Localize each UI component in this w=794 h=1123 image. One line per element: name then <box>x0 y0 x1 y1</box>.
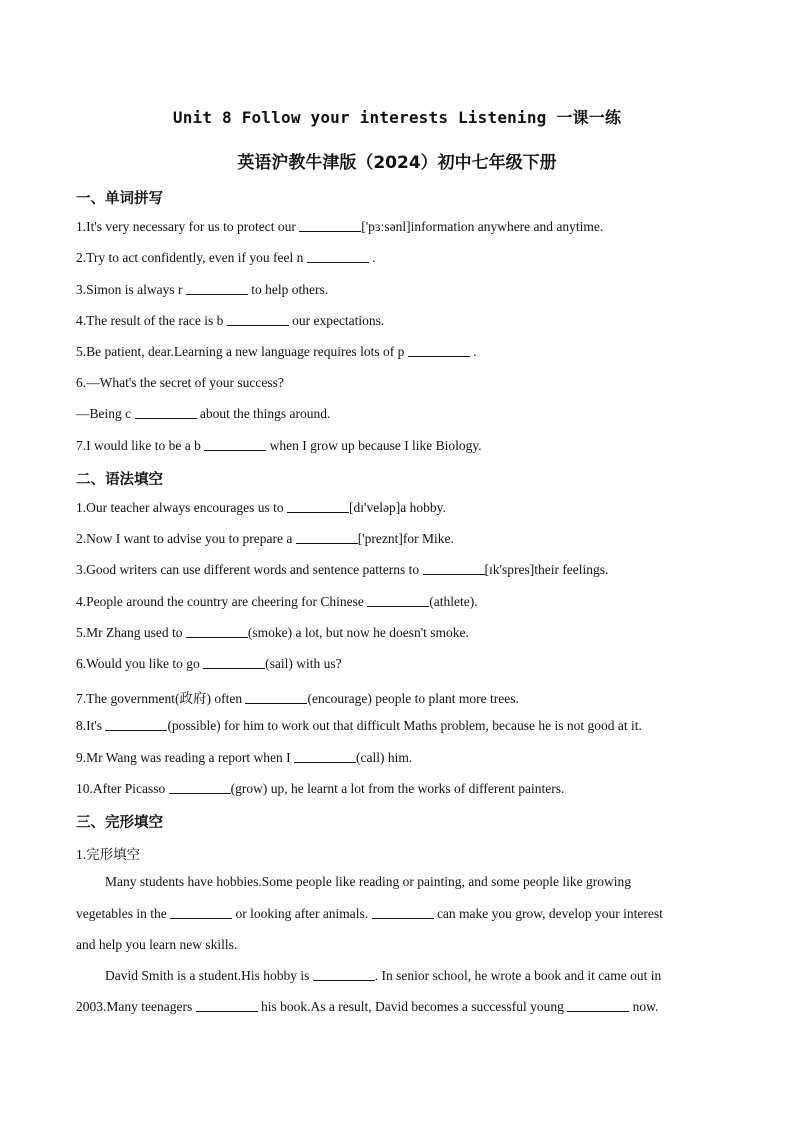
passage-line <box>105 968 661 984</box>
answer-blank[interactable] <box>567 999 629 1012</box>
question-text: —Being c <box>76 406 135 421</box>
question-text: 8.It's <box>76 718 106 733</box>
question-line <box>76 438 482 454</box>
question-text: (athlete). <box>429 594 478 609</box>
question-line <box>76 250 375 266</box>
question-line <box>76 313 384 329</box>
question-line <box>76 718 642 734</box>
question-text: (grow) up, he learnt a lot from the works of different painters. <box>230 781 565 796</box>
question-text: when I grow up because I like Biology. <box>266 438 482 453</box>
question-line <box>76 687 519 707</box>
question-text: 1.It's very necessary for us to protect our <box>76 219 300 234</box>
answer-blank[interactable] <box>196 999 258 1012</box>
question-text: 10.After Picasso <box>76 781 169 796</box>
answer-blank[interactable] <box>367 594 429 607</box>
question-text: (encourage) people to plant more trees. <box>307 691 519 706</box>
page-title: Unit 8 Follow your interests Listening 一课一练 <box>172 108 622 127</box>
answer-blank[interactable] <box>186 625 248 638</box>
question-text: ['pɜːsənl]information anywhere and anytime. <box>361 219 604 234</box>
passage-text: David Smith is a student.His hobby is <box>105 968 313 983</box>
section-heading-grammar: 二、语法填空 <box>76 472 163 488</box>
question-line <box>76 562 608 578</box>
question-line <box>76 500 446 516</box>
section-heading-cloze: 三、完形填空 <box>76 815 163 831</box>
passage-line <box>76 999 658 1015</box>
question-text: (smoke) a lot, but now he doesn't smoke. <box>247 625 469 640</box>
answer-blank[interactable] <box>294 750 356 763</box>
question-line <box>76 594 478 610</box>
question-text: 3.Simon is always r <box>76 282 186 297</box>
answer-blank[interactable] <box>313 968 375 981</box>
passage-line <box>76 906 663 922</box>
question-text: 2.Try to act confidently, even if you feel n <box>76 250 307 265</box>
answer-blank[interactable] <box>307 250 369 263</box>
question-line <box>76 656 342 672</box>
question-text: 7.The government(政府) often <box>76 691 246 706</box>
question-line <box>76 375 284 391</box>
passage-text: now. <box>629 999 659 1014</box>
answer-blank[interactable] <box>227 313 289 326</box>
question-text: our expectations. <box>288 313 385 328</box>
answer-blank[interactable] <box>372 906 434 919</box>
answer-blank[interactable] <box>204 438 266 451</box>
passage-text: . In senior school, he wrote a book and it came out in <box>374 968 662 983</box>
passage-text: Many students have hobbies.Some people like reading or painting, and some people like growing <box>105 874 632 889</box>
question-text: to help others. <box>247 282 329 297</box>
question-line <box>76 219 603 235</box>
question-text: . <box>469 344 477 359</box>
question-text: 5.Mr Zhang used to <box>76 625 186 640</box>
answer-blank[interactable] <box>169 781 231 794</box>
question-text: 5.Be patient, dear.Learning a new language requires lots of p <box>76 344 408 359</box>
answer-blank[interactable] <box>245 691 307 704</box>
question-line <box>76 406 330 422</box>
answer-blank[interactable] <box>203 656 265 669</box>
cloze-subtitle: 1.完形填空 <box>76 847 141 862</box>
passage-text: and help you learn new skills. <box>76 937 238 952</box>
passage-text: 2003.Many teenagers <box>76 999 196 1014</box>
question-text: 4.The result of the race is b <box>76 313 227 328</box>
page-subtitle: 英语沪教牛津版（2024）初中七年级下册 <box>237 153 557 173</box>
passage-text: can make you grow, develop your interest <box>433 906 663 921</box>
question-line <box>76 344 477 360</box>
question-text: 4.People around the country are cheering for Chinese <box>76 594 368 609</box>
question-text: 7.I would like to be a b <box>76 438 205 453</box>
question-text: [ɪk'spres]their feelings. <box>484 562 609 577</box>
answer-blank[interactable] <box>170 906 232 919</box>
question-text: (call) him. <box>355 750 413 765</box>
question-text: 1.Our teacher always encourages us to <box>76 500 288 515</box>
question-text: 6.Would you like to go <box>76 656 204 671</box>
question-text: . <box>368 250 376 265</box>
answer-blank[interactable] <box>287 500 349 513</box>
passage-text: or looking after animals. <box>232 906 372 921</box>
section-heading-spelling: 一、单词拼写 <box>76 191 163 207</box>
passage-text: his book.As a result, David becomes a successful young <box>257 999 568 1014</box>
question-text: 2.Now I want to advise you to prepare a <box>76 531 296 546</box>
question-line <box>76 781 564 797</box>
question-line <box>76 282 328 298</box>
passage-text: vegetables in the <box>76 906 171 921</box>
answer-blank[interactable] <box>105 718 167 731</box>
answer-blank[interactable] <box>408 344 470 357</box>
answer-blank[interactable] <box>423 562 485 575</box>
question-line <box>76 531 454 547</box>
answer-blank[interactable] <box>299 219 361 232</box>
answer-blank[interactable] <box>135 406 197 419</box>
question-text: (sail) with us? <box>265 656 342 671</box>
question-text: (possible) for him to work out that difficult Maths problem, because he is not good at it. <box>167 718 642 733</box>
question-line <box>76 625 469 641</box>
question-text: [dɪ'veləp]a hobby. <box>349 500 446 515</box>
question-text: 6.—What's the secret of your success? <box>76 375 284 390</box>
question-line <box>76 750 412 766</box>
answer-blank[interactable] <box>186 282 248 295</box>
question-text: 9.Mr Wang was reading a report when I <box>76 750 294 765</box>
question-text: about the things around. <box>196 406 331 421</box>
passage-line <box>76 937 237 953</box>
passage-line <box>105 874 631 890</box>
question-text: ['preznt]for Mike. <box>357 531 454 546</box>
answer-blank[interactable] <box>296 531 358 544</box>
question-text: 3.Good writers can use different words and sentence patterns to <box>76 562 423 577</box>
